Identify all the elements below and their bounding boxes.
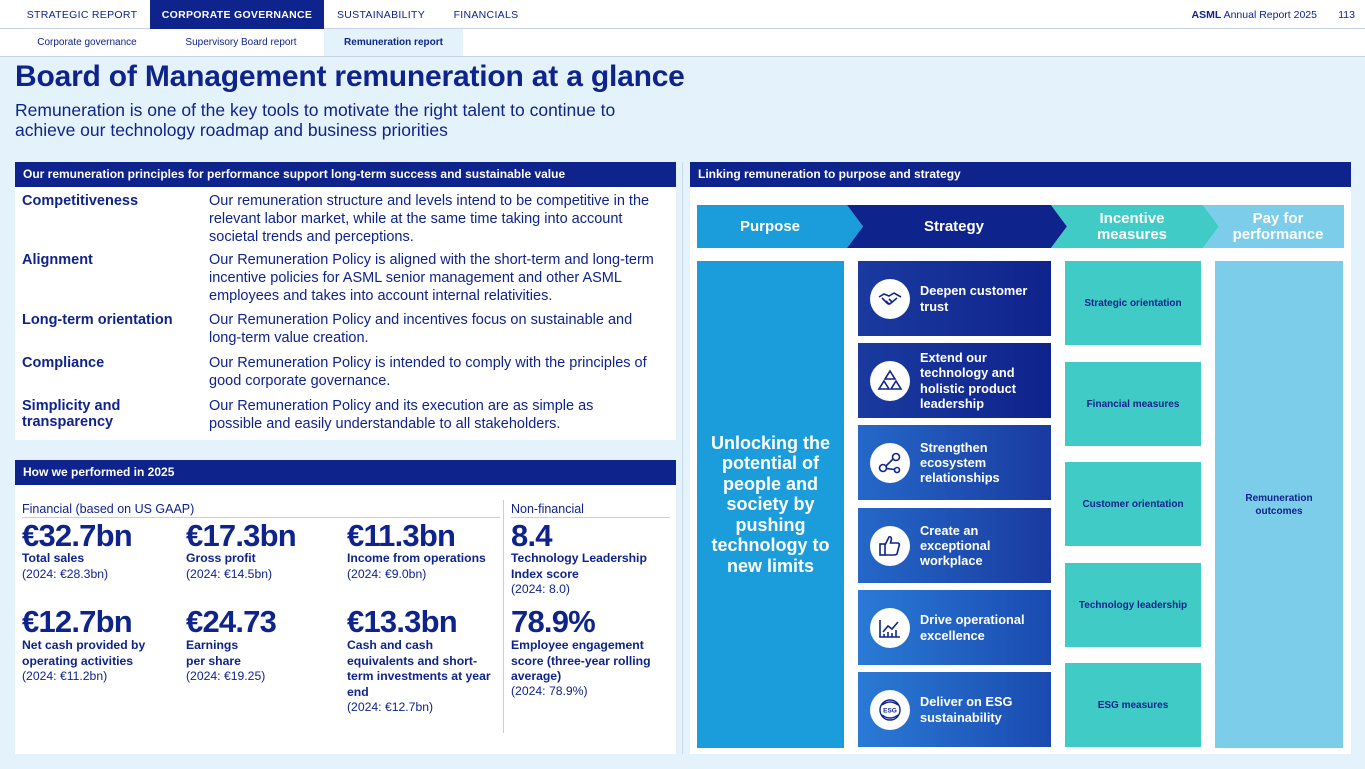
pay-outcomes bbox=[1215, 261, 1343, 748]
thumbs-up-icon bbox=[870, 526, 910, 566]
principle-name: Alignment bbox=[22, 252, 93, 268]
metric-value: €24.73 bbox=[186, 604, 277, 639]
performance-heading: How we performed in 2025 bbox=[15, 460, 676, 485]
metric-label: Earnings per share bbox=[186, 638, 241, 668]
principle-text: Our Remuneration Policy is aligned with the short-term and long-term incentive policies for ASML senior management and other ASML employees and takes into account internal relativities. bbox=[209, 252, 654, 304]
purpose-statement: Unlocking the potential of people and society by pushing technology to new limits bbox=[697, 261, 844, 748]
metric-value: €17.3bn bbox=[186, 518, 296, 553]
principles-heading: Our remuneration principles for performance support long-term success and sustainable value bbox=[15, 162, 676, 187]
strategy-label: Extend our technology and holistic product leadership bbox=[920, 349, 1016, 411]
strategy-item bbox=[858, 425, 1051, 500]
metric-value: €13.3bn bbox=[347, 604, 457, 639]
column-separator bbox=[682, 162, 683, 754]
sub-nav bbox=[0, 29, 1365, 57]
report-brand bbox=[1192, 0, 1318, 30]
strategy-label: Create an exceptional workplace bbox=[920, 522, 991, 569]
subnav-supervisory-board-report[interactable]: Supervisory Board report bbox=[185, 37, 297, 48]
incentive-measure: ESG measures bbox=[1065, 663, 1201, 747]
top-nav bbox=[0, 0, 1365, 29]
nonfinancial-label: Non-financial bbox=[511, 502, 584, 516]
strategy-item bbox=[858, 343, 1051, 418]
strategy-item bbox=[858, 672, 1051, 747]
principle-name: Simplicity and transparency bbox=[22, 398, 121, 430]
metric-previous: (2024: €14.5bn) bbox=[186, 567, 273, 581]
column-label-purpose: Purpose bbox=[739, 217, 800, 235]
tab-strategic-report[interactable]: STRATEGIC REPORT bbox=[26, 9, 138, 21]
metric-label: Total sales bbox=[22, 551, 85, 565]
strategy-label: Deepen customer trust bbox=[920, 283, 1028, 314]
subnav-remuneration-report[interactable]: Remuneration report bbox=[324, 29, 463, 56]
linking-heading: Linking remuneration to purpose and strategy bbox=[690, 162, 1351, 187]
metric-value: 78.9% bbox=[511, 604, 595, 639]
metric-previous: (2024: €9.0bn) bbox=[347, 567, 427, 581]
metric-previous: (2024: €19.25) bbox=[186, 669, 266, 683]
section-divider bbox=[503, 500, 504, 733]
strategy-label: Drive operational excellence bbox=[920, 612, 1025, 643]
metric-previous: (2024: €11.2bn) bbox=[22, 669, 108, 683]
chart-icon bbox=[870, 608, 910, 648]
strategy-item bbox=[858, 590, 1051, 665]
tab-sustainability[interactable]: SUSTAINABILITY bbox=[336, 9, 426, 21]
principle-name: Compliance bbox=[22, 355, 105, 371]
triangles-icon bbox=[870, 361, 910, 401]
subnav-corporate-governance[interactable]: Corporate governance bbox=[37, 37, 137, 48]
metric-label: Gross profit bbox=[186, 551, 256, 565]
strategy-label: Strengthen ecosystem relationships bbox=[920, 439, 1000, 486]
brand-report-title: Annual Report 2025 bbox=[1221, 9, 1317, 21]
principle-text: Our remuneration structure and levels intend to be competitive in the relevant labor market, while at the same time taking into account societal trends and perceptions. bbox=[209, 193, 650, 245]
brand-name: ASML bbox=[1191, 9, 1222, 21]
metric-previous: (2024: €28.3bn) bbox=[22, 567, 109, 581]
metric-label: Employee engagement score (three-year rolling average) bbox=[511, 638, 651, 683]
metric-value: €32.7bn bbox=[22, 518, 132, 553]
metric-value: €11.3bn bbox=[347, 518, 456, 553]
principle-text: Our Remuneration Policy and incentives focus on sustainable and long-term value creation. bbox=[209, 312, 633, 346]
incentive-measure: Technology leadership bbox=[1065, 563, 1201, 647]
strategy-item bbox=[858, 261, 1051, 336]
strategy-label: Deliver on ESG sustainability bbox=[920, 694, 1013, 725]
metric-previous: (2024: 8.0) bbox=[511, 582, 570, 596]
strategy-item bbox=[858, 508, 1051, 583]
pay-outcomes-label: Remuneration outcomes bbox=[1245, 492, 1313, 517]
metric-label: Cash and cash equivalents and short-term investments at year end bbox=[347, 638, 491, 699]
metric-label: Technology Leadership Index score bbox=[511, 551, 647, 581]
page-title: Board of Management remuneration at a glance bbox=[15, 60, 685, 93]
principle-name: Competitiveness bbox=[22, 193, 139, 209]
principle-text: Our Remuneration Policy and its execution are as simple as possible and easily understandable to all stakeholders. bbox=[209, 398, 594, 432]
financial-label: Financial (based on US GAAP) bbox=[22, 502, 195, 516]
metric-previous: (2024: €12.7bn) bbox=[347, 700, 434, 714]
column-label-incentive: Incentive measures bbox=[1096, 209, 1168, 243]
esg-icon bbox=[870, 690, 910, 730]
incentive-measure: Strategic orientation bbox=[1065, 261, 1201, 345]
column-label-strategy: Strategy bbox=[923, 217, 985, 235]
page-subtitle: Remuneration is one of the key tools to motivate the right talent to continue to achieve our technology roadmap and business priorities bbox=[15, 100, 616, 140]
metric-label: Income from operations bbox=[347, 551, 486, 565]
tab-corporate-governance[interactable]: CORPORATE GOVERNANCE bbox=[150, 0, 324, 29]
tab-financials[interactable]: FINANCIALS bbox=[453, 9, 519, 21]
handshake-icon bbox=[870, 279, 910, 319]
svg-text:ESG: ESG bbox=[883, 707, 897, 714]
metric-label: Net cash provided by operating activities bbox=[22, 638, 146, 668]
incentive-measure: Customer orientation bbox=[1065, 462, 1201, 546]
principle-name: Long-term orientation bbox=[22, 312, 173, 328]
metric-value: €12.7bn bbox=[22, 604, 132, 639]
incentive-measure: Financial measures bbox=[1065, 362, 1201, 446]
metric-previous: (2024: 78.9%) bbox=[511, 684, 588, 698]
metric-value: 8.4 bbox=[511, 518, 552, 553]
network-icon bbox=[870, 443, 910, 483]
column-label-pay: Pay for performance bbox=[1232, 209, 1324, 243]
page-number: 113 bbox=[1338, 9, 1355, 21]
principle-text: Our Remuneration Policy is intended to comply with the principles of good corporate governance. bbox=[209, 355, 647, 389]
